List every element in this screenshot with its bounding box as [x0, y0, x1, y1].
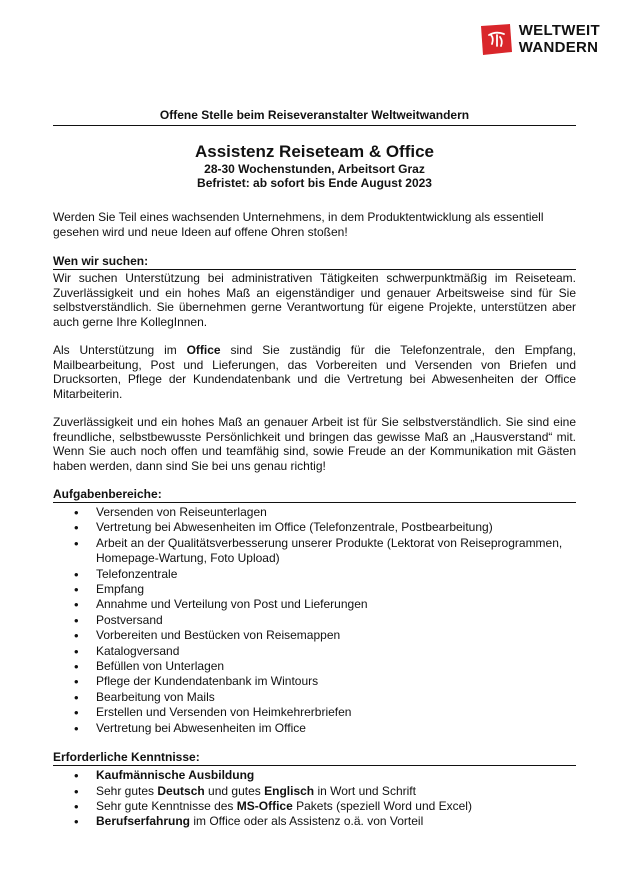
list-item	[53, 814, 576, 829]
paragraph-wen-wir-suchen-1: Wir suchen Unterstützung bei administrativen Tätigkeiten schwerpunktmäßig im Reiseteam. Zuverlässigkeit und ein hohes Maß an eigenständiger und genauer Arbeitsweise sind für Sie selbstverständlich. Sie übernehmen gerne Verantwortung für eigene Projekte, unterstützen aber auch gerne Ihre KollegInnen.	[53, 271, 576, 329]
bold-text: Englisch	[264, 783, 315, 798]
list-item: • Vertretung bei Abwesenheiten im Office (Telefonzentrale, Postbearbeitung)	[53, 520, 576, 535]
paragraph-wen-wir-suchen-2	[53, 343, 576, 401]
logo-line-1: WELTWEIT	[518, 22, 600, 39]
list-item: • Vertretung bei Abwesenheiten im Office	[53, 721, 576, 736]
list-item: • Annahme und Verteilung von Post und Lieferungen	[53, 597, 576, 612]
section-heading-wen-wir-suchen: Wen wir suchen:	[53, 254, 576, 270]
job-title: Assistenz Reiseteam & Office	[194, 142, 435, 161]
bold-office: Office	[186, 343, 221, 357]
list-item	[53, 799, 576, 814]
text: im Office oder als Assistenz o.ä. von Vorteil	[190, 814, 424, 829]
list-item: • Bearbeitung von Mails	[53, 690, 576, 705]
task-list	[53, 505, 576, 736]
text: sind Sie zuständig für die Telefonzentrale, den Empfang, Mailbearbeitung, Post und Lieferungen, das Vorbereiten und Versenden von Briefen und Drucksorten, Pflege der Kundendatenbank und die Vertretung bei Abwesenheiten der Office Mitarbeiterin.	[53, 343, 576, 401]
list-item: • Empfang	[53, 582, 576, 597]
list-item	[53, 784, 576, 799]
section-heading-kenntnisse: Erforderliche Kenntnisse:	[53, 750, 576, 766]
text: in Wort und Schrift	[314, 783, 416, 798]
list-item: • Arbeit an der Qualitätsverbesserung unserer Produkte (Lektorat von Reiseprogrammen, Homepage-Wartung, Foto Upload)	[53, 536, 576, 567]
list-item: • Postversand	[53, 613, 576, 628]
text: Sehr gute Kenntnisse des	[96, 798, 237, 813]
list-item: • Vorbereiten und Bestücken von Reisemappen	[53, 628, 576, 643]
list-item: • Befüllen von Unterlagen	[53, 659, 576, 674]
list-item	[53, 768, 576, 783]
bold-text: Kaufmännische Ausbildung	[96, 768, 255, 783]
logo-line-2: WANDERN	[518, 39, 599, 56]
list-item: • Erstellen und Versenden von Heimkehrerbriefen	[53, 705, 576, 720]
job-duration: Befristet: ab sofort bis Ende August 2023	[197, 176, 432, 190]
text: und gutes	[204, 783, 265, 798]
list-item: • Pflege der Kundendatenbank im Wintours	[53, 674, 576, 689]
text: Sehr gutes	[96, 783, 158, 798]
skills-list	[53, 768, 576, 830]
list-item: • Versenden von Reiseunterlagen	[53, 505, 576, 520]
company-logo	[479, 22, 600, 56]
paragraph-wen-wir-suchen-3: Zuverlässigkeit und ein hohes Maß an genauer Arbeit ist für Sie selbstverständlich. Sie sind eine freundliche, selbstbewusste Persönlichkeit und bringen das gewisse Maß an „Hausverstand“ mit. Wenn Sie auch noch offen und teamfähig sind, sowie Freude an der Kommunikation mit Gästen haben werden, dann sind Sie bei uns genau richtig!	[53, 415, 576, 473]
section-heading-aufgabenbereiche: Aufgabenbereiche:	[53, 487, 576, 503]
text: Pakets (speziell Word und Excel)	[292, 798, 472, 813]
bold-text: Berufserfahrung	[96, 814, 191, 829]
bold-text: Deutsch	[157, 783, 205, 798]
list-item: • Telefonzentrale	[53, 567, 576, 582]
weltweitwandern-logo-icon	[479, 22, 513, 56]
list-item: • Katalogversand	[53, 644, 576, 659]
intro-paragraph: Werden Sie Teil eines wachsenden Unternehmens, in dem Produktentwicklung als essentiell gesehen wird und neue Ideen auf offene Ohren stoßen!	[53, 210, 544, 239]
text: Als Unterstützung im	[53, 343, 187, 357]
document-body	[53, 108, 576, 830]
bold-text: MS-Office	[236, 798, 293, 813]
document-header: Offene Stelle beim Reiseveranstalter Weltweitwandern	[53, 108, 576, 126]
job-hours-location: 28-30 Wochenstunden, Arbeitsort Graz	[204, 162, 425, 176]
